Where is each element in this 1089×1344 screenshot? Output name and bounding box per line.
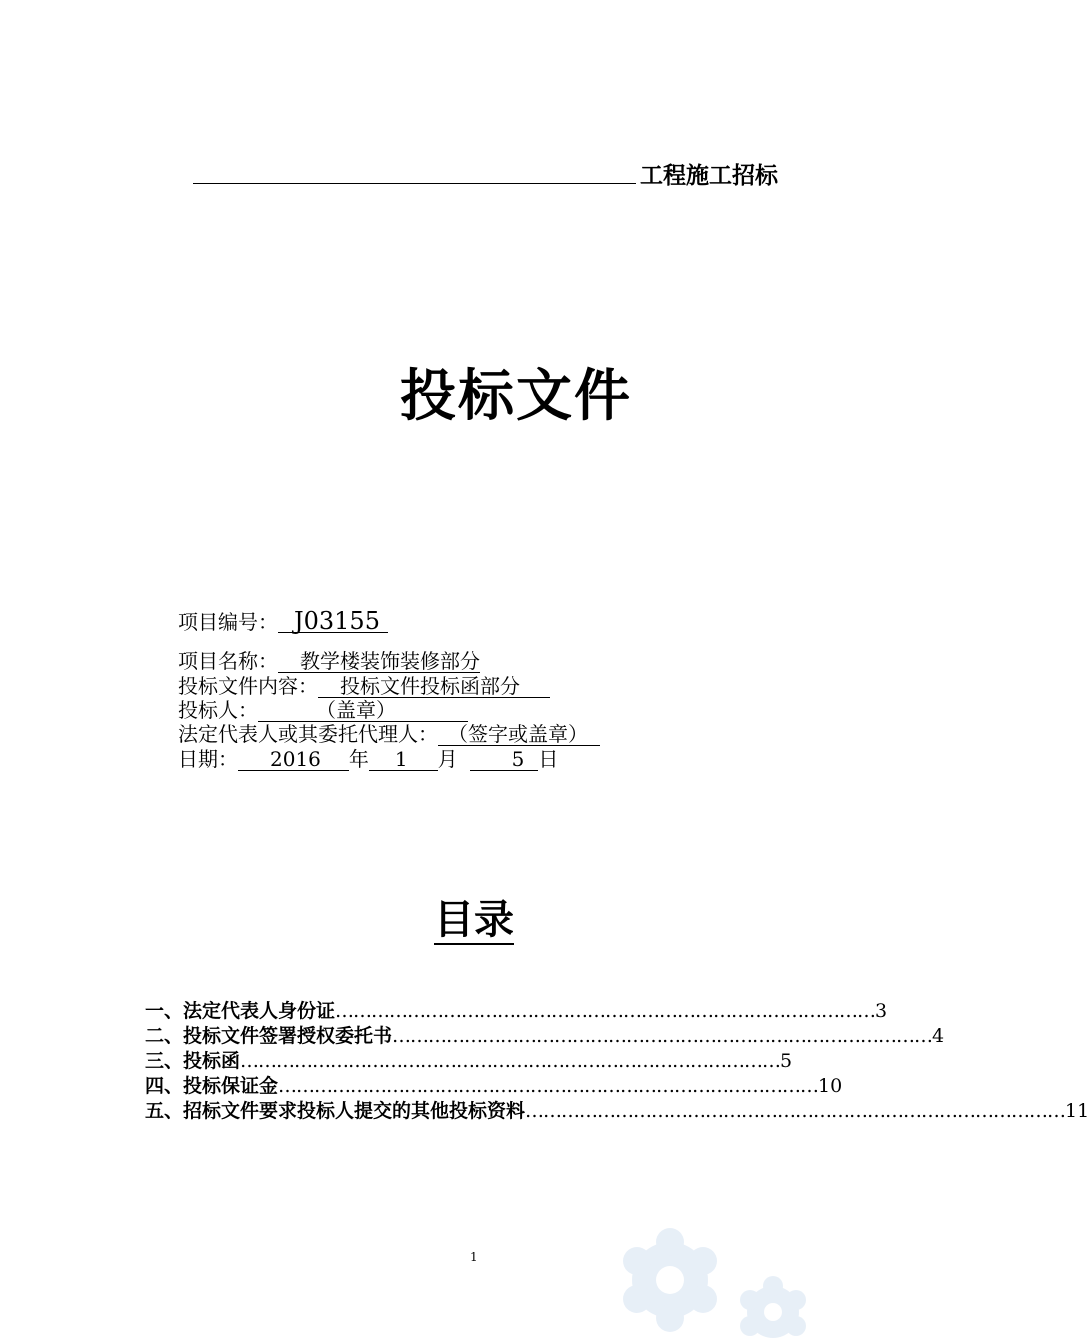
toc-item-page: 5 bbox=[780, 1050, 793, 1072]
toc-item-text: 招标文件要求投标人提交的其他投标资料 bbox=[183, 1100, 526, 1122]
bid-content-line bbox=[178, 674, 550, 698]
bid-content-value: 投标文件投标函部分 bbox=[318, 675, 550, 698]
document-title: 投标文件 bbox=[400, 364, 632, 429]
toc-item-number: 二、 bbox=[145, 1025, 184, 1047]
toc-item-number: 五、 bbox=[145, 1100, 184, 1122]
toc-item-page: 10 bbox=[818, 1075, 843, 1097]
toc-leader-dots: ……………………………………………………………………………… bbox=[392, 1025, 933, 1047]
date-line bbox=[178, 747, 558, 771]
toc-item-page: 3 bbox=[875, 1000, 888, 1022]
toc-leader-dots: ……………………………………………………………………………… bbox=[335, 1000, 876, 1022]
toc-item-number: 四、 bbox=[145, 1075, 184, 1097]
toc-item[interactable] bbox=[145, 1021, 945, 1047]
project-number-value: J03155 bbox=[278, 610, 388, 633]
toc-item[interactable] bbox=[145, 1071, 843, 1097]
header-title: 工程施工招标 bbox=[640, 163, 778, 189]
date-label: 日期： bbox=[178, 747, 238, 771]
representative-line bbox=[178, 722, 600, 746]
toc-leader-dots: ……………………………………………………………………………… bbox=[240, 1050, 781, 1072]
toc-item-page: 11 bbox=[1065, 1100, 1089, 1122]
toc-item-text: 投标保证金 bbox=[183, 1075, 279, 1097]
toc-item-number: 三、 bbox=[145, 1050, 184, 1072]
snowflake-watermark-small-icon bbox=[728, 1272, 818, 1342]
project-name-value: 教学楼装饰装修部分 bbox=[278, 650, 480, 673]
toc-item[interactable] bbox=[145, 996, 888, 1022]
toc-item-text: 投标文件签署授权委托书 bbox=[183, 1025, 393, 1047]
bidder-value: （盖章） bbox=[258, 699, 468, 722]
toc-item-number: 一、 bbox=[145, 1000, 184, 1022]
representative-value: （签字或盖章） bbox=[438, 723, 600, 746]
page-number: 1 bbox=[470, 1250, 478, 1264]
toc-item-text: 法定代表人身份证 bbox=[183, 1000, 336, 1022]
bid-content-label: 投标文件内容： bbox=[178, 674, 318, 698]
project-name-line bbox=[178, 649, 480, 673]
toc-item[interactable] bbox=[145, 1096, 1089, 1122]
toc-leader-dots: ……………………………………………………………………………… bbox=[278, 1075, 819, 1097]
snowflake-watermark-icon bbox=[605, 1225, 735, 1335]
toc-item-page: 4 bbox=[932, 1025, 945, 1047]
representative-label: 法定代表人或其委托代理人： bbox=[178, 722, 438, 746]
date-day-value: 5 bbox=[470, 748, 539, 771]
header-underline bbox=[193, 183, 636, 184]
date-month-unit: 月 bbox=[437, 747, 458, 771]
project-number-line bbox=[178, 607, 388, 635]
bidder-label: 投标人： bbox=[178, 698, 258, 722]
bidder-line bbox=[178, 698, 468, 722]
project-name-label: 项目名称： bbox=[178, 649, 278, 673]
date-year-unit: 年 bbox=[348, 747, 369, 771]
toc-item-text: 投标函 bbox=[183, 1050, 241, 1072]
date-day-unit: 日 bbox=[538, 747, 559, 771]
project-number-label: 项目编号： bbox=[178, 610, 278, 634]
date-month-value: 1 bbox=[369, 748, 438, 771]
toc-item[interactable] bbox=[145, 1046, 793, 1072]
toc-leader-dots: ……………………………………………………………………………… bbox=[525, 1100, 1066, 1122]
toc-title: 目录 bbox=[434, 897, 514, 943]
date-year-value: 2016 bbox=[238, 748, 349, 771]
